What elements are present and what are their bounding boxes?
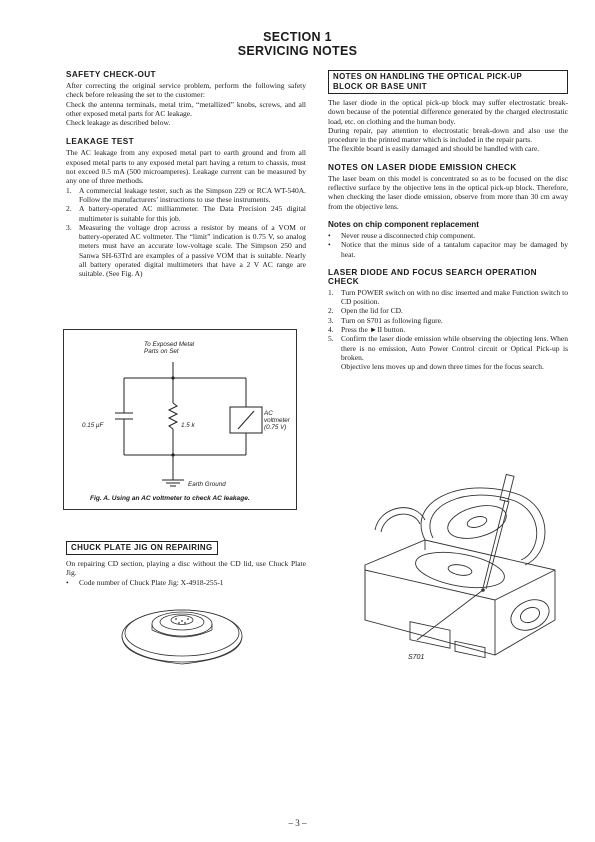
- optical-heading: NOTES ON HANDLING THE OPTICAL PICK-UP BLOCK OR BASE UNIT: [328, 70, 568, 94]
- meter-label-2: voltmeter: [264, 417, 290, 424]
- chuck-para: On repairing CD section, playing a disc without the CD lid, use Chuck Plate Jig.: [66, 559, 306, 578]
- safety-para-3: Check leakage as described below.: [66, 118, 171, 128]
- safety-heading: SAFETY CHECK-OUT: [66, 70, 156, 79]
- chuck-heading: CHUCK PLATE JIG ON REPAIRING: [66, 541, 218, 555]
- chip-list: [328, 231, 568, 259]
- leakage-para: The AC leakage from any exposed metal part to earth ground and from all exposed metal parts to any exposed metal part having a return to chassis, must not exceed 0.5 mA (500 microamperes). Leakage current can be measured by any one of three methods.: [66, 148, 306, 186]
- meter-label-3: (0.75 V): [264, 424, 287, 431]
- chuck-plate-illustration: [118, 600, 246, 672]
- top-label-1: To Exposed Metal: [144, 341, 195, 348]
- focus-note: Objective lens moves up and down three times for the focus search.: [341, 362, 544, 372]
- optical-para-3: The flexible board is easily damaged and should be handled with care.: [328, 144, 540, 154]
- optical-para-2: During repair, pay attention to electrostatic break-down and also use the procedure in the printed matter which is included in the repair parts.: [328, 125, 568, 145]
- list-item: • Never reuse a disconnected chip component.: [328, 230, 476, 240]
- chuck-list: [66, 578, 306, 587]
- figure-a: [63, 329, 297, 510]
- safety-para-2: Check the antenna terminals, metal trim, “metallized” knobs, screws, and all other exposed metal parts for AC leakage.: [66, 99, 306, 118]
- page-title: SERVICING NOTES: [237, 44, 358, 58]
- right-column: [328, 70, 568, 372]
- list-item: 4. Press the ►II button.: [328, 325, 406, 335]
- list-item: 2. A battery-operated AC milliammeter. The Data Precision 245 digital multimeter is suitable for this job.: [66, 204, 306, 223]
- list-item: 5. Confirm the laser diode emission while observing the objecting lens. When there is no emission, Auto Power Control circuit or Optical Pick-up is broken.: [328, 334, 568, 362]
- ground-label: Earth Ground: [188, 481, 226, 488]
- leakage-heading: LEAKAGE TEST: [66, 137, 135, 147]
- top-label-2: Parts on Set: [144, 348, 179, 355]
- meter-label-1: AC: [264, 410, 273, 417]
- optical-para-1: The laser diode in the optical pick-up block may suffer electrostatic break-down because of the potential difference generated by the charged electrostatic load, etc. on clothing and the human body.: [328, 98, 568, 126]
- list-item: • Notice that the minus side of a tantalum capacitor may be damaged by heat.: [328, 240, 568, 259]
- boombox-illustration: [355, 470, 565, 670]
- list-item: 3. Measuring the voltage drop across a resistor by means of a VOM or battery-operated AC voltmeter. The “limit” indication is 0.75 V, so analog meters must have an accurate low-voltage scale. The Simpson 250 and Sanwa SH-63Trd are examples of a passive VOM that is suitable. Nearly all battery operated digital multimeters that have a 2 V AC range are suitable. (See Fig. A): [66, 222, 306, 279]
- focus-heading: LASER DIODE AND FOCUS SEARCH OPERATION CHECK: [328, 267, 537, 286]
- laser-para: The laser beam on this model is concentrated so as to be focused on the disc reflective surface by the objective lens in the optical pick-up block. Therefore, when checking the laser diode emission, observe from more than 30 cm away from the objective lens.: [328, 173, 568, 211]
- list-item: 2. Open the lid for CD.: [328, 306, 403, 316]
- list-item: • Code number of Chuck Plate Jig: X-4918-255-1: [66, 577, 224, 587]
- page-number: – 3 –: [288, 818, 307, 828]
- laser-heading: NOTES ON LASER DIODE EMISSION CHECK: [328, 162, 517, 172]
- list-item: 1. A commercial leakage tester, such as the Simpson 229 or RCA WT-540A. Follow the manufacturers’ instructions to use these instruments.: [66, 185, 306, 204]
- left-column: [66, 70, 306, 279]
- figure-caption: Fig. A. Using an AC voltmeter to check AC leakage.: [90, 495, 250, 502]
- list-item: 1. Turn POWER switch on with no disc inserted and make Function switch to CD position.: [328, 287, 568, 307]
- chuck-section: [66, 537, 306, 587]
- list-item: 3. Turn on S701 as following figure.: [328, 315, 443, 325]
- section-number: SECTION 1: [263, 30, 332, 44]
- chip-heading: Notes on chip component replacement: [328, 219, 480, 229]
- leakage-methods-list: [66, 186, 306, 279]
- capacitor-label: 0.15 μF: [82, 422, 104, 429]
- switch-label: S701: [408, 654, 425, 661]
- leakage-circuit-diagram: [64, 330, 296, 509]
- focus-steps-list: [328, 288, 568, 362]
- safety-para-1: After correcting the original service problem, perform the following safety check before releasing the set to the customer:: [66, 81, 306, 100]
- resistor-label: 1.5 k: [181, 422, 195, 429]
